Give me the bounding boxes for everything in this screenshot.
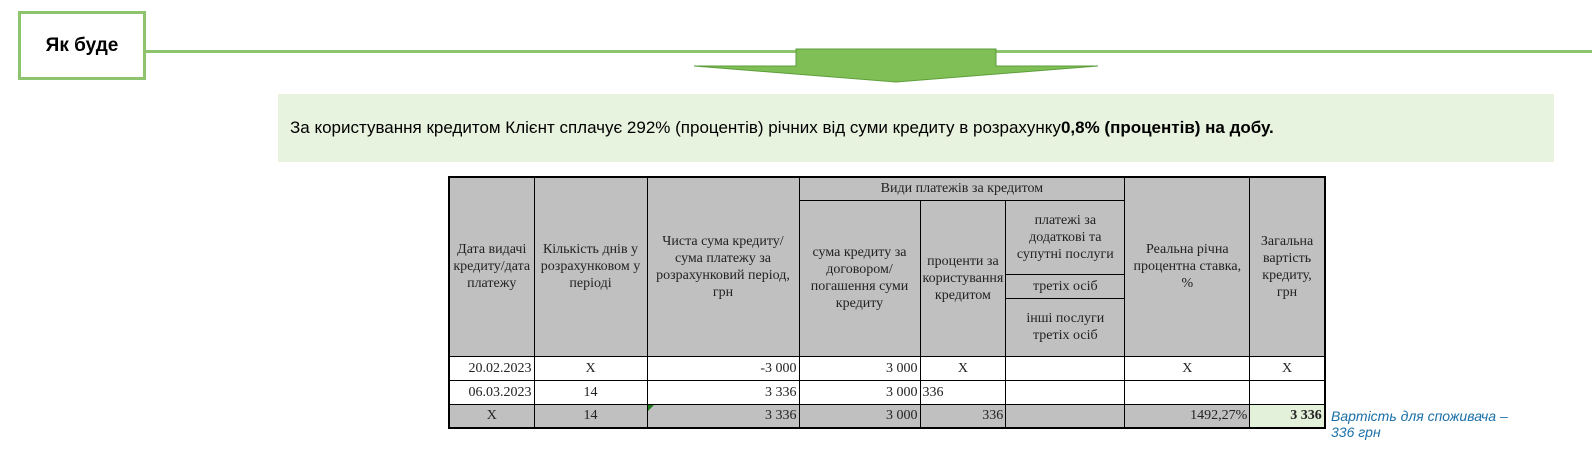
summary-days: 14	[534, 404, 647, 428]
cell-interest: Х	[920, 356, 1006, 380]
header-real-rate: Реальна річна процентна ставка, %	[1125, 177, 1250, 356]
section-label: Як буде	[18, 11, 146, 80]
summary-principal: 3 000	[799, 404, 920, 428]
cell-date: 20.02.2023	[449, 356, 534, 380]
cell-interest: 336	[920, 380, 1006, 404]
cell-date: 06.03.2023	[449, 380, 534, 404]
down-arrow-icon	[694, 48, 1114, 84]
header-total-cost: Загальна вартість кредиту, грн	[1250, 177, 1325, 356]
cell-principal: 3 000	[799, 380, 920, 404]
header-date: Дата видачі кредиту/дата платежу	[449, 177, 534, 356]
header-additional: платежі за додаткові та супутні послуги	[1006, 200, 1125, 274]
header-third-party: третіх осіб	[1006, 274, 1125, 298]
cell-days: 14	[534, 380, 647, 404]
info-banner	[278, 94, 1554, 162]
table-row	[449, 380, 1325, 404]
cell-additional	[1006, 380, 1125, 404]
header-net-amount: Чиста сума кредиту/сума платежу за розрахунковий період, грн	[647, 177, 799, 356]
cell-total	[1250, 380, 1325, 404]
cell-total: Х	[1250, 356, 1325, 380]
summary-row	[449, 404, 1325, 428]
header-payment-types: Види платежів за кредитом	[799, 177, 1125, 200]
summary-additional	[1006, 404, 1125, 428]
cell-rate: Х	[1125, 356, 1250, 380]
summary-date: Х	[449, 404, 534, 428]
banner-text: За користування кредитом Клієнт сплачує 292% (процентів) річних від суми кредиту в розрахунку	[290, 118, 1061, 137]
summary-rate: 1492,27%	[1125, 404, 1250, 428]
cell-net: 3 336	[647, 380, 799, 404]
cell-principal: 3 000	[799, 356, 920, 380]
summary-interest: 336	[920, 404, 1006, 428]
cell-net: -3 000	[647, 356, 799, 380]
banner-bold-text: 0,8% (процентів) на добу.	[1060, 118, 1274, 137]
header-principal: сума кредиту за договором/погашення суми кредиту	[799, 200, 920, 356]
summary-net: 3 336	[647, 404, 799, 428]
header-other-services: інші послуги третіх осіб	[1006, 298, 1125, 356]
summary-total: 3 336	[1250, 404, 1325, 428]
table-row	[449, 356, 1325, 380]
header-days: Кількість днів у розрахунковом у періоді	[534, 177, 647, 356]
cell-rate	[1125, 380, 1250, 404]
cell-additional	[1006, 356, 1125, 380]
header-interest: проценти за користування кредитом	[920, 200, 1006, 356]
credit-cost-table	[448, 176, 1326, 429]
cell-days: Х	[534, 356, 647, 380]
consumer-cost-note: Вартість для споживача – 336 грн	[1331, 408, 1508, 440]
